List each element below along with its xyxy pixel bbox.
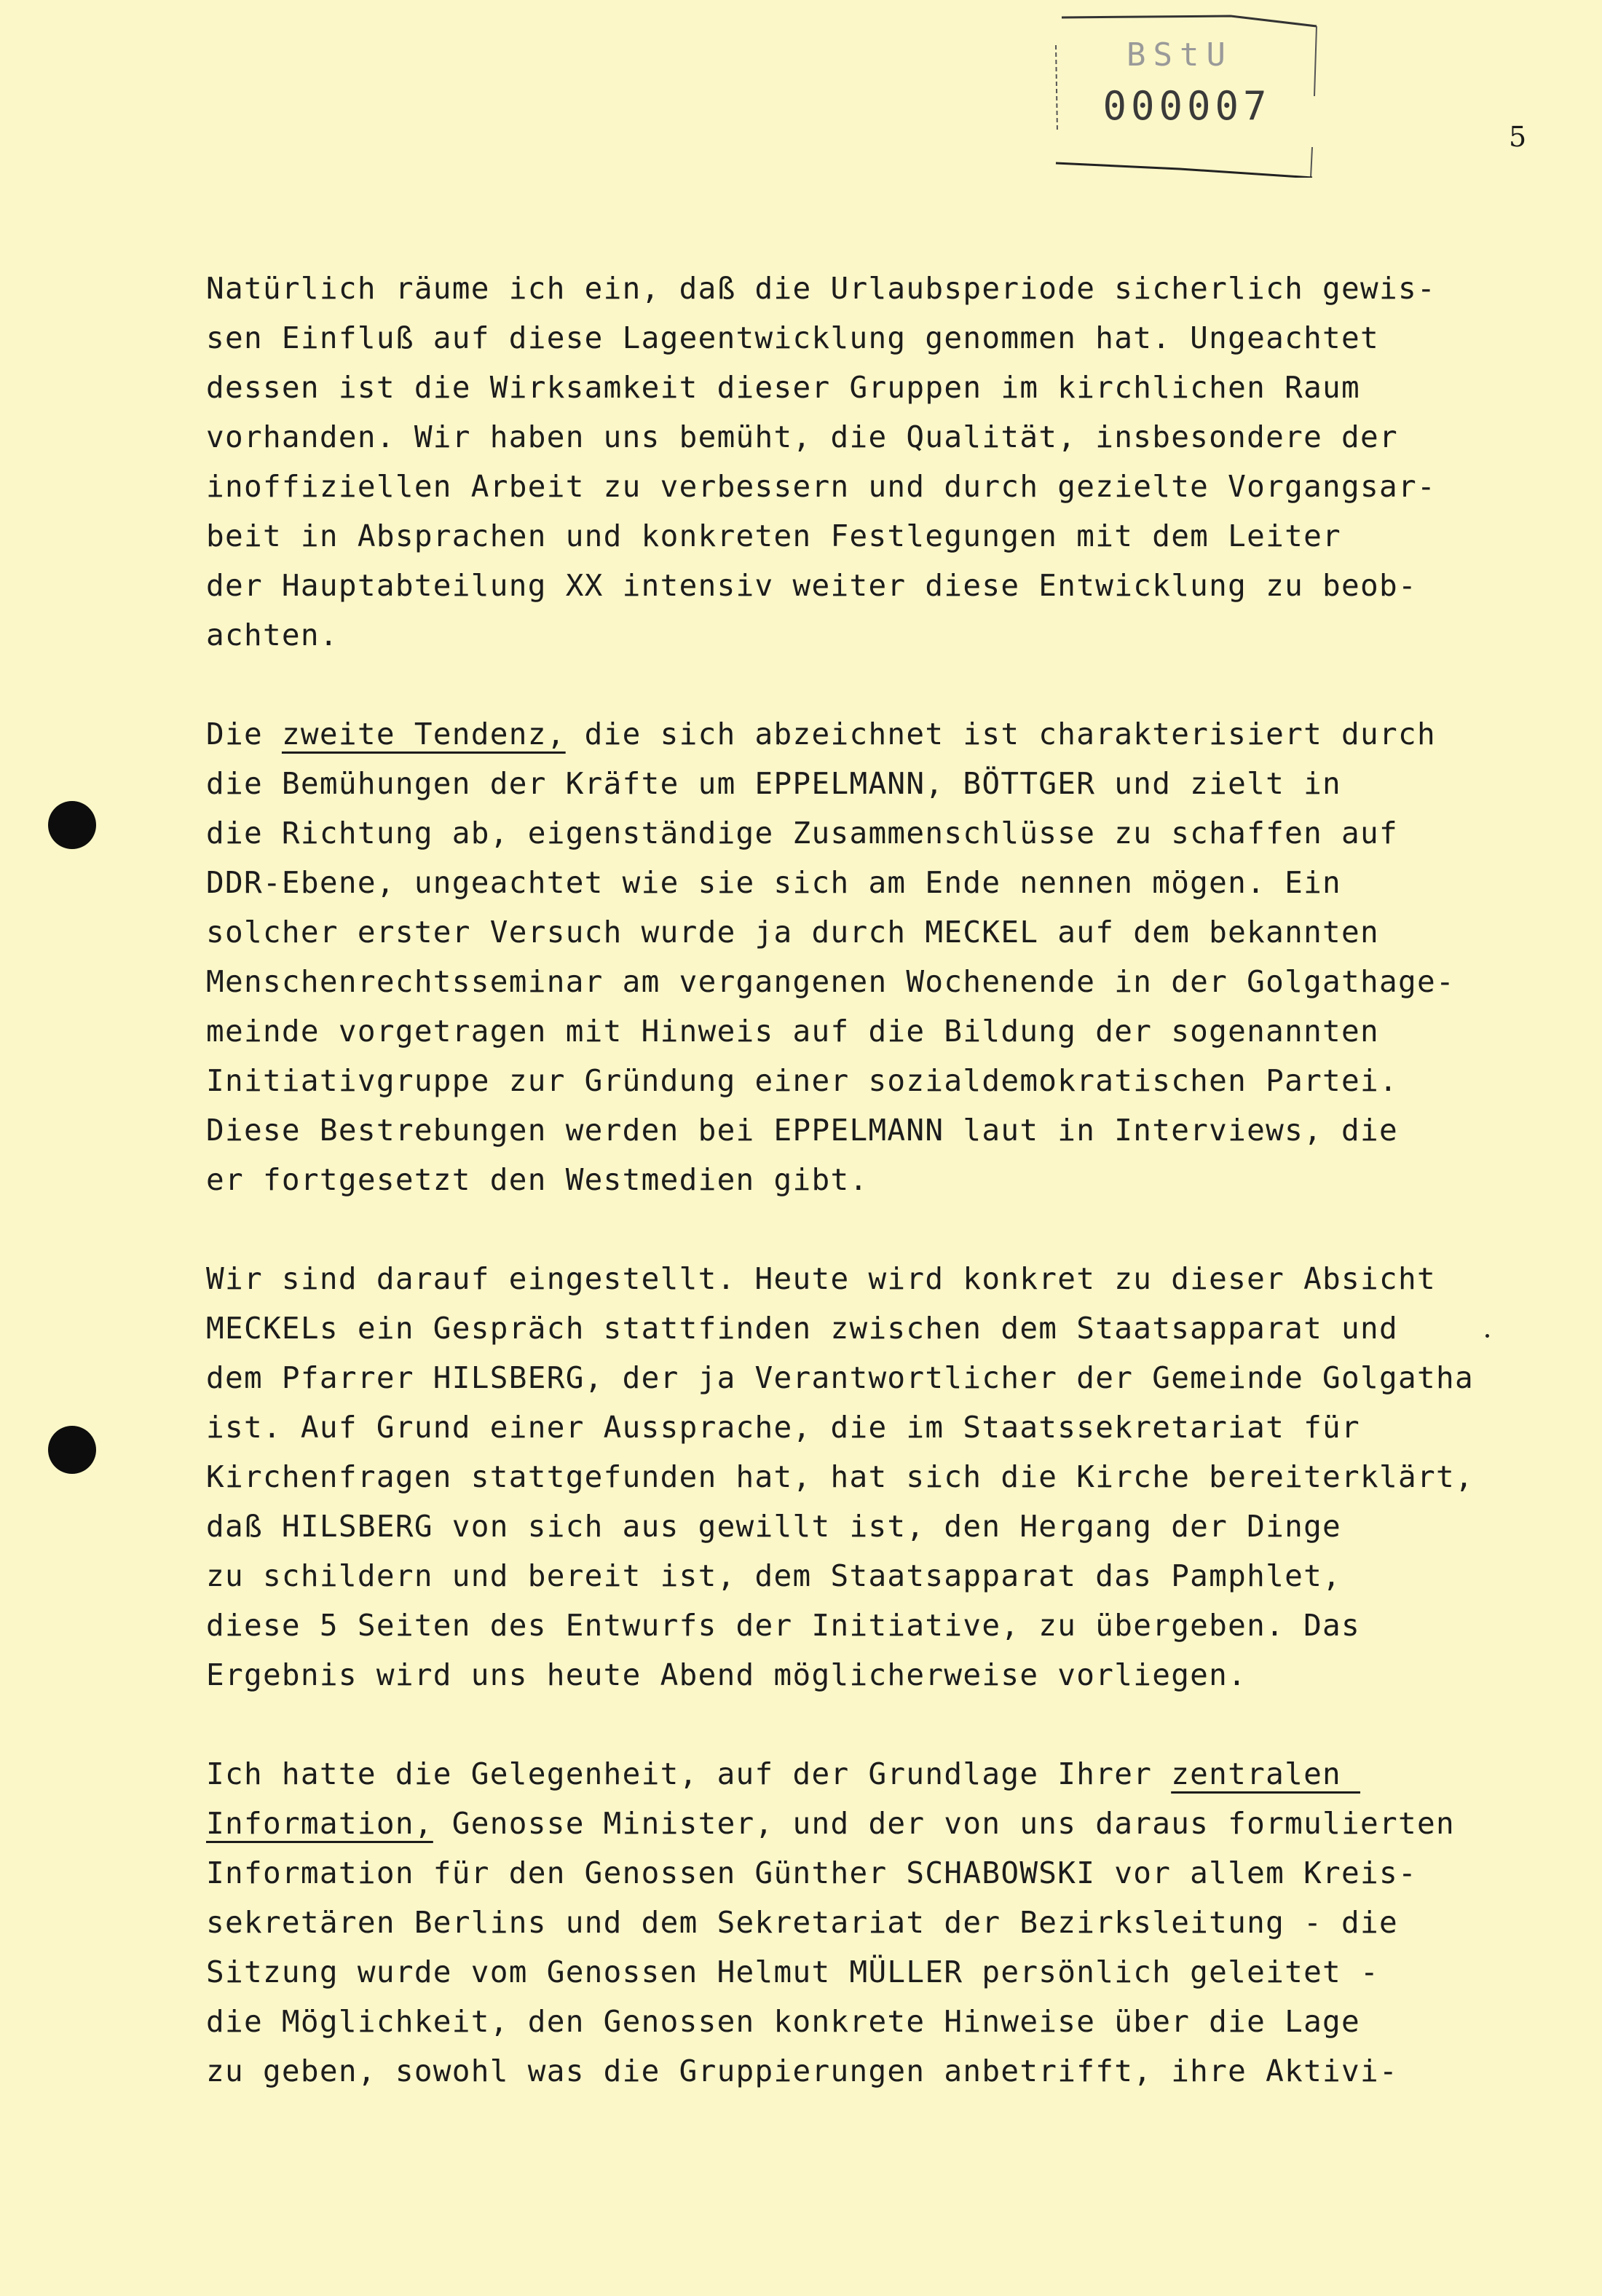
text-segment: beit in Absprachen und konkreten Festlegungen mit dem Leiter bbox=[206, 518, 1342, 553]
text-line bbox=[206, 1502, 1539, 1551]
text-segment: zu schildern und bereit ist, dem Staatsapparat das Pamphlet, bbox=[206, 1558, 1342, 1593]
text-line bbox=[206, 462, 1539, 511]
text-line bbox=[206, 511, 1539, 561]
text-segment: die sich abzeichnet ist charakterisiert durch bbox=[565, 717, 1436, 751]
text-line bbox=[206, 858, 1539, 907]
text-line bbox=[206, 808, 1539, 858]
text-segment: ist. Auf Grund einer Aussprache, die im Staatssekretariat für bbox=[206, 1410, 1361, 1445]
text-segment: sen Einfluß auf diese Lageentwicklung genommen hat. Ungeachtet bbox=[206, 320, 1380, 355]
body-text bbox=[206, 264, 1539, 2096]
text-segment: vorhanden. Wir haben uns bemüht, die Qualität, insbesondere der bbox=[206, 419, 1398, 454]
text-segment: Menschenrechtsseminar am vergangenen Wochenende in der Golgathage- bbox=[206, 964, 1455, 999]
paragraph bbox=[206, 1254, 1539, 1700]
text-line bbox=[206, 907, 1539, 957]
text-line bbox=[206, 1353, 1539, 1403]
text-segment: Diese Bestrebungen werden bei EPPELMANN laut in Interviews, die bbox=[206, 1113, 1398, 1148]
text-segment: Wir sind darauf eingestellt. Heute wird konkret zu dieser Absicht bbox=[206, 1261, 1436, 1296]
text-line bbox=[206, 1056, 1539, 1105]
text-segment: dessen ist die Wirksamkeit dieser Gruppen im kirchlichen Raum bbox=[206, 370, 1361, 405]
stamp-label: BStU bbox=[1126, 36, 1233, 74]
text-line bbox=[206, 412, 1539, 462]
text-line bbox=[206, 1303, 1539, 1353]
text-segment: achten. bbox=[206, 618, 339, 652]
text-line bbox=[206, 1254, 1539, 1303]
underlined-text: zweite Tendenz, bbox=[281, 717, 566, 751]
text-line bbox=[206, 1997, 1539, 2046]
archive-stamp bbox=[1049, 9, 1319, 178]
text-line bbox=[206, 709, 1539, 759]
text-segment: die Richtung ab, eigenständige Zusammenschlüsse zu schaffen auf bbox=[206, 816, 1398, 851]
text-segment: Information für den Genossen Günther SCHABOWSKI vor allem Kreis- bbox=[206, 1855, 1417, 1890]
text-line bbox=[206, 1749, 1539, 1799]
text-line bbox=[206, 2046, 1539, 2096]
text-line bbox=[206, 363, 1539, 412]
paragraph bbox=[206, 709, 1539, 1204]
text-segment: diese 5 Seiten des Entwurfs der Initiative, zu übergeben. Das bbox=[206, 1608, 1361, 1643]
text-segment: die Möglichkeit, den Genossen konkrete Hinweise über die Lage bbox=[206, 2004, 1361, 2039]
text-segment: Natürlich räume ich ein, daß die Urlaubsperiode sicherlich gewis- bbox=[206, 271, 1436, 306]
underlined-text: zentralen bbox=[1171, 1756, 1361, 1791]
text-segment: inoffiziellen Arbeit zu verbessern und durch gezielte Vorgangsar- bbox=[206, 469, 1436, 504]
text-segment: er fortgesetzt den Westmedien gibt. bbox=[206, 1162, 869, 1197]
text-segment: Sitzung wurde vom Genossen Helmut MÜLLER persönlich geleitet - bbox=[206, 1954, 1380, 1989]
punch-hole bbox=[48, 1426, 96, 1474]
text-segment: der Hauptabteilung XX intensiv weiter diese Entwicklung zu beob- bbox=[206, 568, 1417, 603]
text-line bbox=[206, 561, 1539, 610]
text-segment: die Bemühungen der Kräfte um EPPELMANN, BÖTTGER und zielt in bbox=[206, 766, 1342, 801]
paragraph-gap bbox=[206, 1700, 1539, 1749]
text-line bbox=[206, 759, 1539, 808]
text-segment: sekretären Berlins und dem Sekretariat der Bezirksleitung - die bbox=[206, 1905, 1398, 1940]
underlined-text: Information, bbox=[206, 1806, 433, 1841]
punch-hole bbox=[48, 801, 96, 849]
paragraph-gap bbox=[206, 660, 1539, 709]
text-line bbox=[206, 264, 1539, 313]
text-segment: Initiativgruppe zur Gründung einer sozialdemokratischen Partei. bbox=[206, 1063, 1398, 1098]
text-line bbox=[206, 1551, 1539, 1601]
paragraph-gap bbox=[206, 1204, 1539, 1254]
text-line bbox=[206, 957, 1539, 1006]
text-segment: Ich hatte die Gelegenheit, auf der Grundlage Ihrer bbox=[206, 1756, 1172, 1791]
text-segment: MECKELs ein Gespräch stattfinden zwischen dem Staatsapparat und bbox=[206, 1311, 1398, 1346]
paragraph bbox=[206, 1749, 1539, 2096]
text-line bbox=[206, 1155, 1539, 1204]
text-line bbox=[206, 1650, 1539, 1700]
text-segment: dem Pfarrer HILSBERG, der ja Verantwortlicher der Gemeinde Golgatha bbox=[206, 1360, 1474, 1395]
text-line bbox=[206, 1799, 1539, 1848]
text-segment: solcher erster Versuch wurde ja durch MECKEL auf dem bekannten bbox=[206, 915, 1380, 950]
text-segment: Genosse Minister, und der von uns daraus formulierten bbox=[433, 1806, 1455, 1841]
text-line bbox=[206, 1452, 1539, 1502]
text-line bbox=[206, 610, 1539, 660]
text-line bbox=[206, 1105, 1539, 1155]
text-line bbox=[206, 1601, 1539, 1650]
text-line bbox=[206, 313, 1539, 363]
text-line bbox=[206, 1848, 1539, 1898]
text-segment: daß HILSBERG von sich aus gewillt ist, den Hergang der Dinge bbox=[206, 1509, 1342, 1544]
stamp-number: 000007 bbox=[1102, 83, 1271, 129]
paragraph bbox=[206, 264, 1539, 660]
text-segment: meinde vorgetragen mit Hinweis auf die Bildung der sogenannten bbox=[206, 1014, 1380, 1049]
text-segment: DDR-Ebene, ungeachtet wie sie sich am Ende nennen mögen. Ein bbox=[206, 865, 1342, 900]
text-segment: Ergebnis wird uns heute Abend möglicherweise vorliegen. bbox=[206, 1657, 1247, 1692]
text-segment: Die bbox=[206, 717, 282, 751]
text-line bbox=[206, 1947, 1539, 1997]
text-segment: Kirchenfragen stattgefunden hat, hat sich die Kirche bereiterklärt, bbox=[206, 1459, 1474, 1494]
text-line bbox=[206, 1403, 1539, 1452]
text-line bbox=[206, 1006, 1539, 1056]
page-number: 5 bbox=[1509, 121, 1527, 153]
text-segment: zu geben, sowohl was die Gruppierungen anbetrifft, ihre Aktivi- bbox=[206, 2054, 1398, 2088]
text-line bbox=[206, 1898, 1539, 1947]
